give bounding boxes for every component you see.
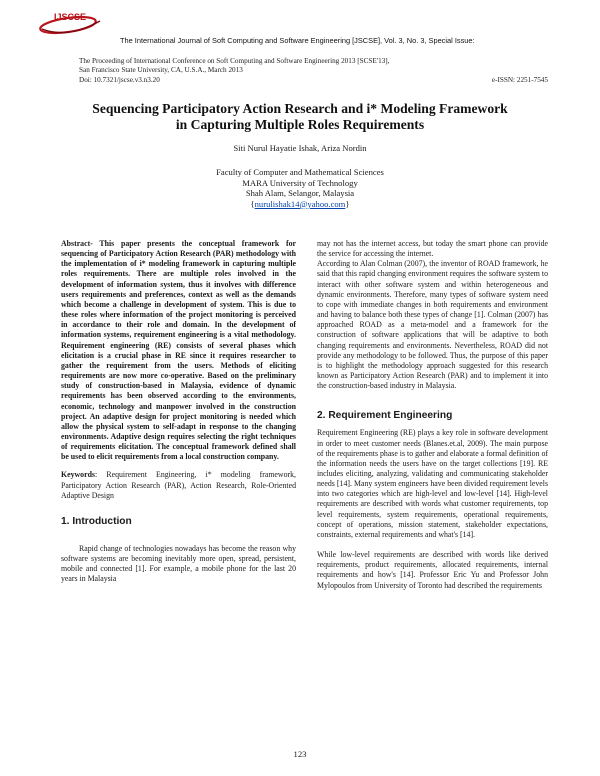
email-link[interactable]: nurulishak14@yahoo.com xyxy=(254,198,346,209)
proceeding-line-2: San Francisco State University, CA, U.S.A., March 2013 xyxy=(79,66,243,75)
journal-name: The International Journal of Soft Computing and Software Engineering [JSCSE], Vol. 3, No. 3, Special Issue: xyxy=(120,36,475,45)
eissn: e-ISSN: 2251-7545 xyxy=(491,76,548,84)
title-line-2: in Capturing Multiple Roles Requirements xyxy=(175,116,425,132)
road-paragraph: According to Alan Colman (2007), the inventor of ROAD framework, he said that this rapid changing environment requires the software system to interact with other software system and within heterogeneous and dynamic environments. Therefore, many types of software system need to cope with immediate changes in both requirements and environment and having to balance both these types of change [1]. Colman (2007) has approached ROAD as a meta-model and a framework for the construction of software applications that will be adaptive to both changing requirements and environments. Nevertheless, ROAD did not provide any methodology to be followed. Thus, the purpose of this paper is to highlight the methodology approach suggested for this research known as Participatory Action Research (PAR) and to implement it into the construction-based industry in Malaysia. xyxy=(317,259,548,391)
section-heading-requirement-engineering: 2. Requirement Engineering xyxy=(317,410,453,422)
re-paragraph-1: Requirement Engineering (RE) plays a key role in software development in order to meet customer needs (Blanes.et.al, 2009). The main purpose of the requirements phase is to gather and elaborate a formal definition of the information needs the users have on the target collections [19]. RE includes eliciting, analyzing, validating and communicating stakeholder needs [14]. Many system engineers have been divided requirement levels into two categories which are high-level and low-level [14]. High-level requirements are described with words what customer requirements, top level requirements, system requirements, operational requirements, concept of operations, mission statement, stakeholder expectations, constraints, external requirements and what's [14]. xyxy=(317,428,548,539)
keywords xyxy=(61,470,296,500)
left-column xyxy=(61,239,296,585)
title-line-1: Sequencing Participatory Action Research and i* Modeling Framework xyxy=(92,101,508,116)
right-column xyxy=(317,239,548,591)
proceeding-info xyxy=(79,57,390,85)
logo-swoosh-icon xyxy=(38,9,106,37)
email-line: {nurulishak14@yahoo.com} xyxy=(250,198,350,209)
doi: Doi: 10.7321/jscse.v3.n3.20 xyxy=(79,75,160,84)
affiliation-line-2: MARA University of Technology xyxy=(242,177,358,188)
authors: Siti Nurul Hayatie Ishak, Ariza Nordin xyxy=(233,143,367,153)
page-number: 123 xyxy=(293,749,307,759)
section-heading-introduction: 1. Introduction xyxy=(61,515,132,527)
introduction-paragraph: Rapid change of technologies nowadays has become the reason why software systems are becoming inevitably more open, spread, persistent, mobile and connected [1]. For example, a mobile phone for the last 20 years in Malaysia xyxy=(61,543,296,584)
logo-text: IJSCSE xyxy=(54,12,87,22)
abstract: Abstract- This paper presents the conceptual framework for sequencing of Participatory Action Research (PAR) methodology with the implementation of i* modeling framework in capturing multiple roles requirements. There are multiple roles involved in the development of information system, thus it involves with difference users requirements and preferences, context as well as the demands which become a challenge in development of system. This is due to these roles where information of the project monitoring is perceived in accordance to their role and domain. In the development of information systems, requirement engineering is a vital methodology. Requirement engineering (RE) consists of several phases which elicitation is a crucial phase in RE since it requires researcher to gather the requirement from the users. Methods of eliciting requirements are now more co-operative. Based on the preliminary study of construction-based in Malaysia, evidence of dynamic requirements has been observed according to the environments, economic, technology and manpower involved in the construction project. An adaptive design for project monitoring is needed which allow the physical system to self-adapt in response to the changing environments. Adaptive design requires selecting the right techniques of requirements elicitation. The conceptual framework defined shall be used to elicit requirements from a local construction company. xyxy=(61,239,296,462)
keywords-text: : Requirement Engineering, i* modeling framework, Participatory Action Research (PAR), Action Research, Role-Oriented Adaptive Design xyxy=(61,470,296,500)
proceeding-line-1: The Proceeding of International Conference on Soft Computing and Software Engineering 2013 [SCSE'13], xyxy=(79,57,390,65)
affiliation xyxy=(0,167,600,209)
intro-continued-paragraph: may not has the internet access, but today the smart phone can provide the service for accessing the internet. xyxy=(317,239,548,259)
keywords-label: Keywords xyxy=(61,470,95,480)
re-paragraph-2: While low-level requirements are described with words like derived requirements, product requirements, allocated requirements, internal requirements and how's [14]. Professor Eric Yu and Professor John Mylopoulos from University of Toronto had described the requirements xyxy=(317,550,548,590)
affiliation-line-3: Shah Alam, Selangor, Malaysia xyxy=(245,188,355,199)
affiliation-line-1: Faculty of Computer and Mathematical Sciences xyxy=(216,167,384,177)
journal-logo xyxy=(38,9,106,37)
paper-title xyxy=(60,101,540,132)
